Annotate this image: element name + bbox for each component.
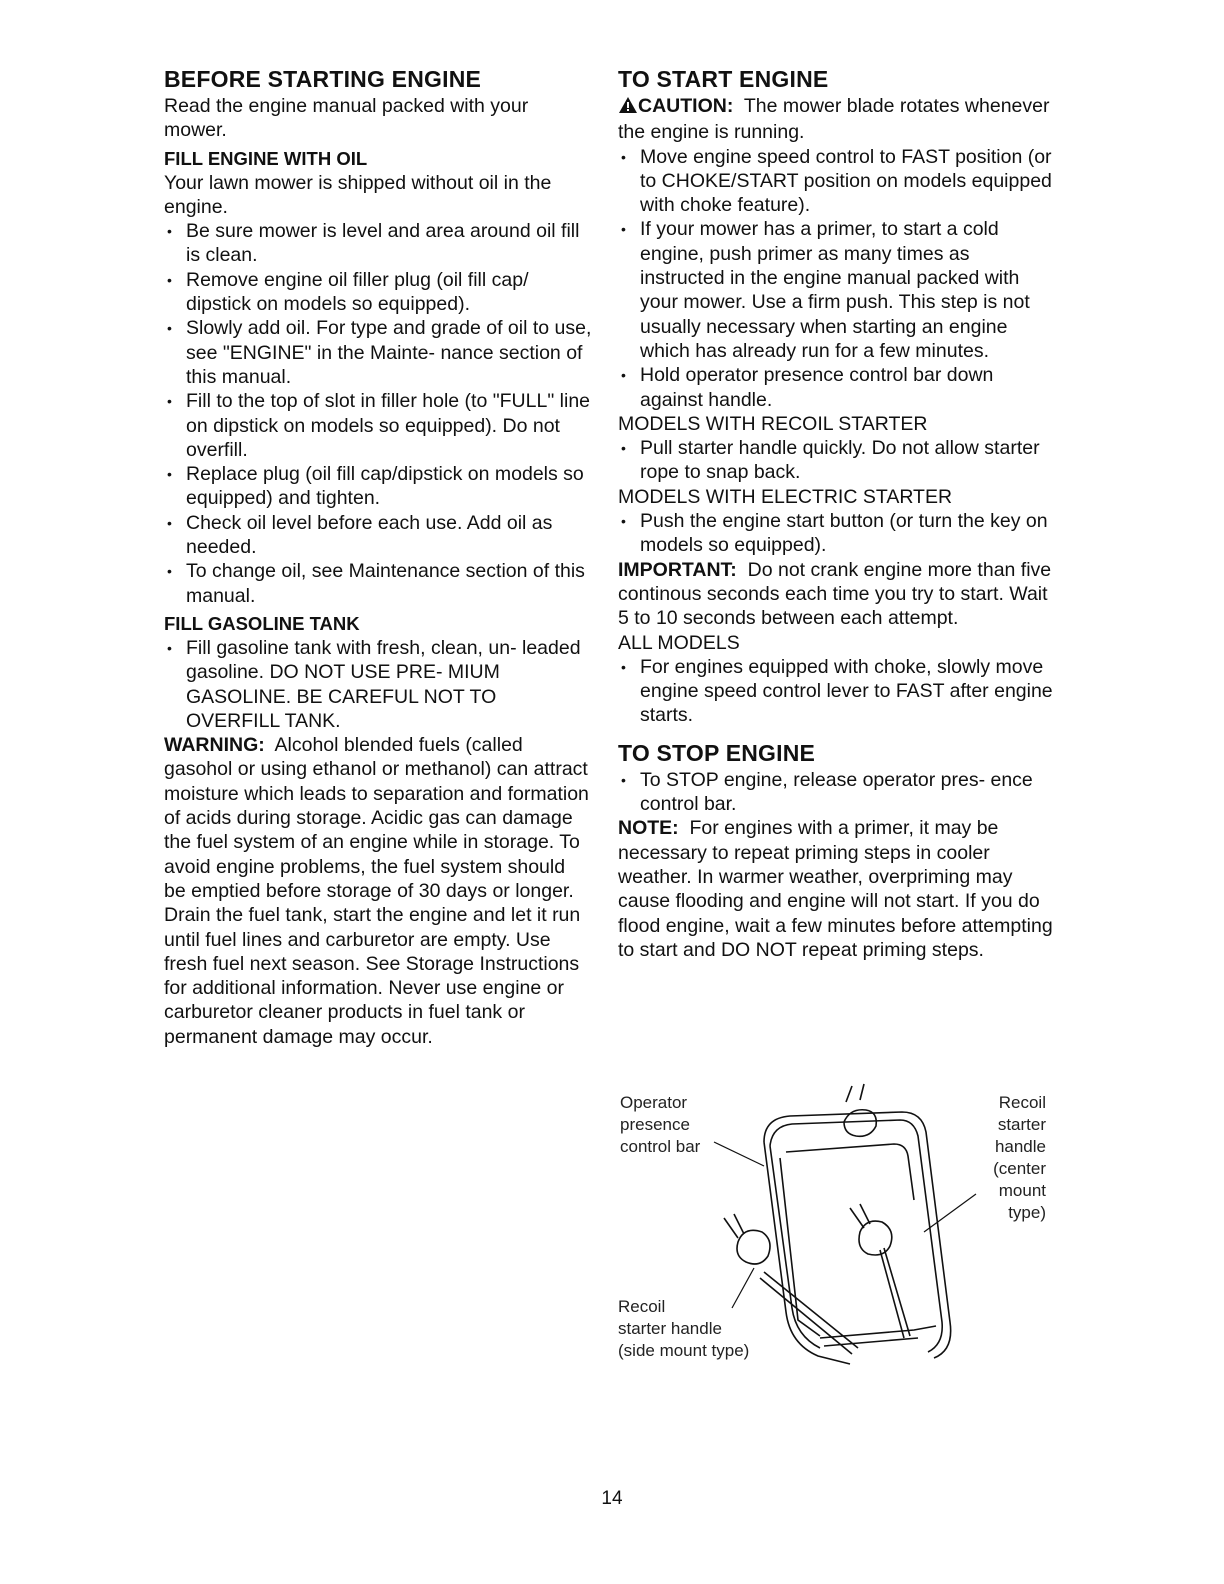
- note-paragraph: [618, 816, 1058, 962]
- important-paragraph: [618, 558, 1058, 631]
- fill-oil-heading: FILL ENGINE WITH OIL: [164, 147, 368, 169]
- list-item: • Remove engine oil filler plug (oil fill cap/ dipstick on models so equipped).: [164, 268, 592, 317]
- recoil-side-caption: Recoil starter handle (side mount type): [618, 1297, 750, 1360]
- mower-handle-figure: [614, 1082, 1054, 1372]
- list-item: • For engines equipped with choke, slowly move engine speed control lever to FAST after engine starts.: [618, 655, 1058, 728]
- fill-oil-text: Your lawn mower is shipped without oil in the engine.: [164, 171, 552, 218]
- recoil-center-caption: Recoil starter handle (center mount type): [993, 1093, 1046, 1222]
- fill-oil-list: [164, 219, 592, 608]
- warning-text: Alcohol blended fuels (called gasohol or using ethanol or methanol) can attract moisture which leads to separation and formation of acids during storage. Acidic gas can damage the fuel system of an engine while in storage. To avoid engine problems, the fuel system should be emptied before storage of 30 days or longer. Drain the fuel tank, start the engine and let it run until fuel lines and carburetor are empty. Use fresh fuel next season. See Storage Instructions for additional information. Never use engine or carburetor cleaner products in fuel tank or permanent damage may occur.: [164, 734, 589, 1048]
- list-item: • Fill to the top of slot in filler hole (to "FULL" line on dipstick on models so equipped). Do not overfill.: [164, 389, 592, 462]
- important-text: Do not crank engine more than five continous seconds each time you try to start. Wait 5 to 10 seconds between each attempt.: [618, 558, 1052, 630]
- list-item: • Hold operator presence control bar down against handle.: [618, 363, 1058, 412]
- list-item: • Be sure mower is level and area around oil fill is clean.: [164, 219, 592, 268]
- operator-bar-caption: Operator presence control bar: [620, 1093, 701, 1156]
- recoil-list: [618, 436, 1058, 485]
- list-item: • To change oil, see Maintenance section of this manual.: [164, 559, 592, 608]
- page-number: 14: [601, 1488, 623, 1509]
- list-item: • Fill gasoline tank with fresh, clean, un- leaded gasoline. DO NOT USE PRE- MIUM GASOLINE. BE CAREFUL NOT TO OVERFILL TANK.: [164, 636, 592, 733]
- fill-gas-heading: FILL GASOLINE TANK: [164, 612, 360, 634]
- start-list: [618, 145, 1058, 412]
- before-starting-title: BEFORE STARTING ENGINE: [164, 66, 482, 92]
- important-label: IMPORTANT:: [618, 558, 737, 581]
- recoil-models-heading: MODELS WITH RECOIL STARTER: [618, 412, 928, 435]
- warning-paragraph: [164, 733, 592, 1049]
- stop-engine-title: TO STOP ENGINE: [618, 739, 816, 766]
- list-item: • Push the engine start button (or turn the key on models so equipped).: [618, 509, 1058, 558]
- electric-models-heading: MODELS WITH ELECTRIC STARTER: [618, 485, 953, 508]
- list-item: • Pull starter handle quickly. Do not allow starter rope to snap back.: [618, 436, 1058, 485]
- caution-triangle-icon: [618, 96, 638, 120]
- list-item: • Replace plug (oil fill cap/dipstick on models so equipped) and tighten.: [164, 462, 592, 511]
- note-label: NOTE:: [618, 817, 679, 840]
- start-engine-title: TO START ENGINE: [618, 66, 829, 92]
- all-models-heading: ALL MODELS: [618, 631, 740, 654]
- list-item: • If your mower has a primer, to start a cold engine, push primer as many times as instructed in the engine manual packed with your mower. Use a firm push. This step is not usually necessary when starting an engine which has already run for a few minutes.: [618, 217, 1058, 363]
- list-item: • Move engine speed control to FAST position (or to CHOKE/START position on models equipped with choke feature).: [618, 145, 1058, 218]
- intro-text: Read the engine manual packed with your mower.: [164, 95, 529, 142]
- right-column: [618, 64, 1058, 962]
- stop-list: [618, 768, 1058, 817]
- warning-label: WARNING:: [164, 734, 265, 757]
- list-item: • To STOP engine, release operator pres- ence control bar.: [618, 768, 1058, 817]
- electric-list: [618, 509, 1058, 558]
- caution-paragraph: [618, 94, 1058, 145]
- fill-gas-list: [164, 636, 592, 733]
- list-item: • Slowly add oil. For type and grade of oil to use, see "ENGINE" in the Mainte- nance section of this manual.: [164, 316, 592, 389]
- left-column: [164, 64, 592, 1049]
- note-text: For engines with a primer, it may be necessary to repeat priming steps in cooler weather. In warmer weather, overpriming may cause flooding and engine will not start. If you do flood engine, wait a few minutes before attempting to start and DO NOT repeat priming steps.: [618, 817, 1053, 961]
- caution-label: CAUTION:: [638, 95, 734, 117]
- list-item: • Check oil level before each use. Add oil as needed.: [164, 511, 592, 560]
- all-models-list: [618, 655, 1058, 728]
- caution-text: The mower blade rotates whenever the engine is running.: [618, 95, 1050, 144]
